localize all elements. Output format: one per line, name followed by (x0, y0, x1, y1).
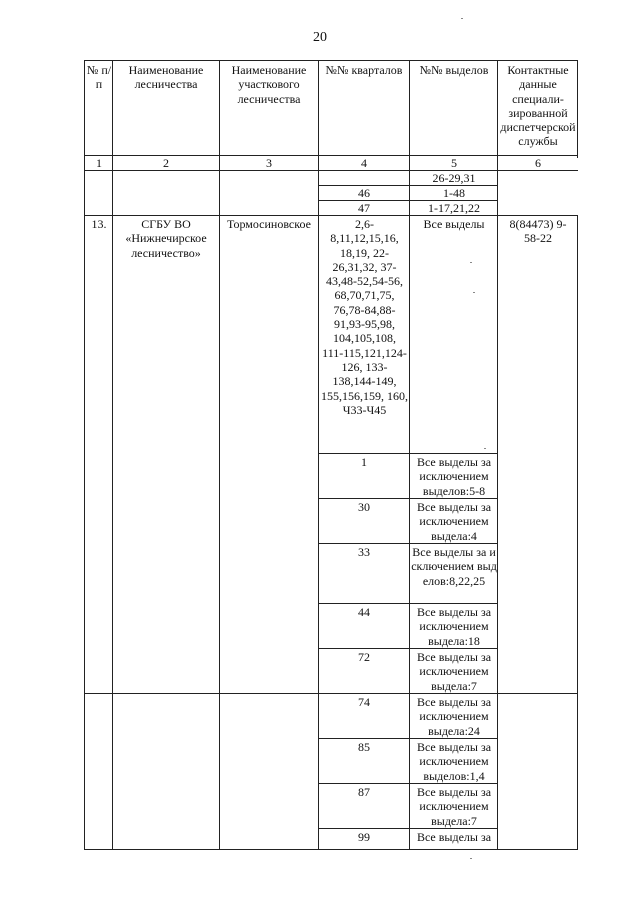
row-line-4 (319, 603, 498, 604)
cont-vydely-1: 26-29,31 (432, 171, 476, 185)
cont-kvartal-2: 46 (358, 186, 370, 200)
cont-vydely-2: 1-48 (443, 186, 465, 200)
header-forestry: Наименование лесничества (128, 63, 204, 92)
col-number-5: 5 (451, 156, 457, 170)
table-bottom-cut (84, 849, 578, 850)
section-divider-line (84, 693, 578, 694)
col-number-2: 2 (163, 156, 169, 170)
row-vydely-8: Все выделы за исключением выдела:7 (416, 785, 492, 828)
row-kvartal-9: 99 (358, 830, 370, 844)
divider-col2 (219, 60, 220, 850)
row-vydely-7: Все выделы за исключением выделов:1,4 (416, 740, 492, 783)
row-vydely-2: Все выделы за исключением выдела:4 (416, 500, 492, 543)
row-vydely-5: Все выделы за исключением выдела:7 (416, 650, 492, 693)
row-kvartal-3: 33 (358, 545, 370, 559)
table-top-border (84, 60, 578, 61)
row-kvartal-4: 44 (358, 605, 370, 619)
row-kvartal-7: 85 (358, 740, 370, 754)
row-vydely-6: Все выделы за исключением выдела:24 (416, 695, 492, 738)
col-number-3: 3 (266, 156, 272, 170)
page-number: 20 (313, 30, 327, 45)
entry-vydely-main: Все выделы (423, 217, 485, 231)
row-kvartal-1: 1 (361, 455, 367, 469)
header-kvartals: №№ кварталов (325, 63, 403, 77)
scan-speck (461, 18, 463, 19)
scan-speck (470, 262, 472, 263)
scan-speck (473, 292, 475, 293)
scan-speck (470, 858, 472, 859)
table-right-border (577, 60, 578, 158)
divider-col4 (409, 60, 410, 850)
row-line-7 (319, 738, 498, 739)
divider-col1 (112, 60, 113, 850)
row-line-9 (319, 828, 498, 829)
entry-number: 13. (91, 217, 107, 231)
entry-kvartals-list: 2,6-8,11,12,15,16, 18,19, 22-26,31,32, 37-43,48-52,54-56, 68,70,71,75, 76,78-84,88-91,93-95,98, 104,105,108, 111-115,121,124-126, 133-138,144-149, 155,156,159, 160, Ч33-Ч45 (321, 217, 408, 417)
header-district: Наименование участкового лесничества (231, 63, 307, 106)
entry-contact-phone: 8(84473) 9-58-22 (509, 217, 567, 246)
row-kvartal-6: 74 (358, 695, 370, 709)
cont-kvartal-3: 47 (358, 201, 370, 215)
col-numbers-bottom-line (84, 170, 578, 171)
entry-district-name: Тормосиновское (227, 217, 311, 231)
entry-forestry-name: СГБУ ВО «Нижнечирское лесничество» (125, 217, 207, 260)
row-vydely-1: Все выделы за исключением выделов:5-8 (416, 455, 492, 498)
header-contacts: Контактные данные специали-зированной диспетчерской службы (500, 63, 576, 149)
table-left-border (84, 60, 85, 850)
cont-vydely-3: 1-17,21,22 (428, 201, 480, 215)
scan-speck (484, 448, 486, 449)
forestry-table (84, 60, 578, 850)
row-vydely-9: Все выделы за (416, 830, 492, 844)
divider-col3 (318, 60, 319, 850)
header-number: № п/п (86, 63, 112, 92)
col-number-6: 6 (535, 156, 541, 170)
col-number-4: 4 (361, 156, 367, 170)
row-kvartal-8: 87 (358, 785, 370, 799)
row-kvartal-2: 30 (358, 500, 370, 514)
row-line-8 (319, 783, 498, 784)
row-vydely-4: Все выделы за исключением выдела:18 (416, 605, 492, 648)
row-vydely-3: Все выделы за исключением выделов:8,22,25 (411, 545, 497, 588)
row-line-2 (319, 498, 498, 499)
row-line-5 (319, 648, 498, 649)
header-vydely: №№ выделов (419, 63, 489, 77)
entry-top-line (84, 215, 578, 216)
col-number-1: 1 (96, 156, 102, 170)
row-line-3 (319, 543, 498, 544)
table-right-border-lower (577, 216, 578, 850)
row-line-1 (319, 453, 498, 454)
divider-col5 (497, 60, 498, 850)
row-kvartal-5: 72 (358, 650, 370, 664)
